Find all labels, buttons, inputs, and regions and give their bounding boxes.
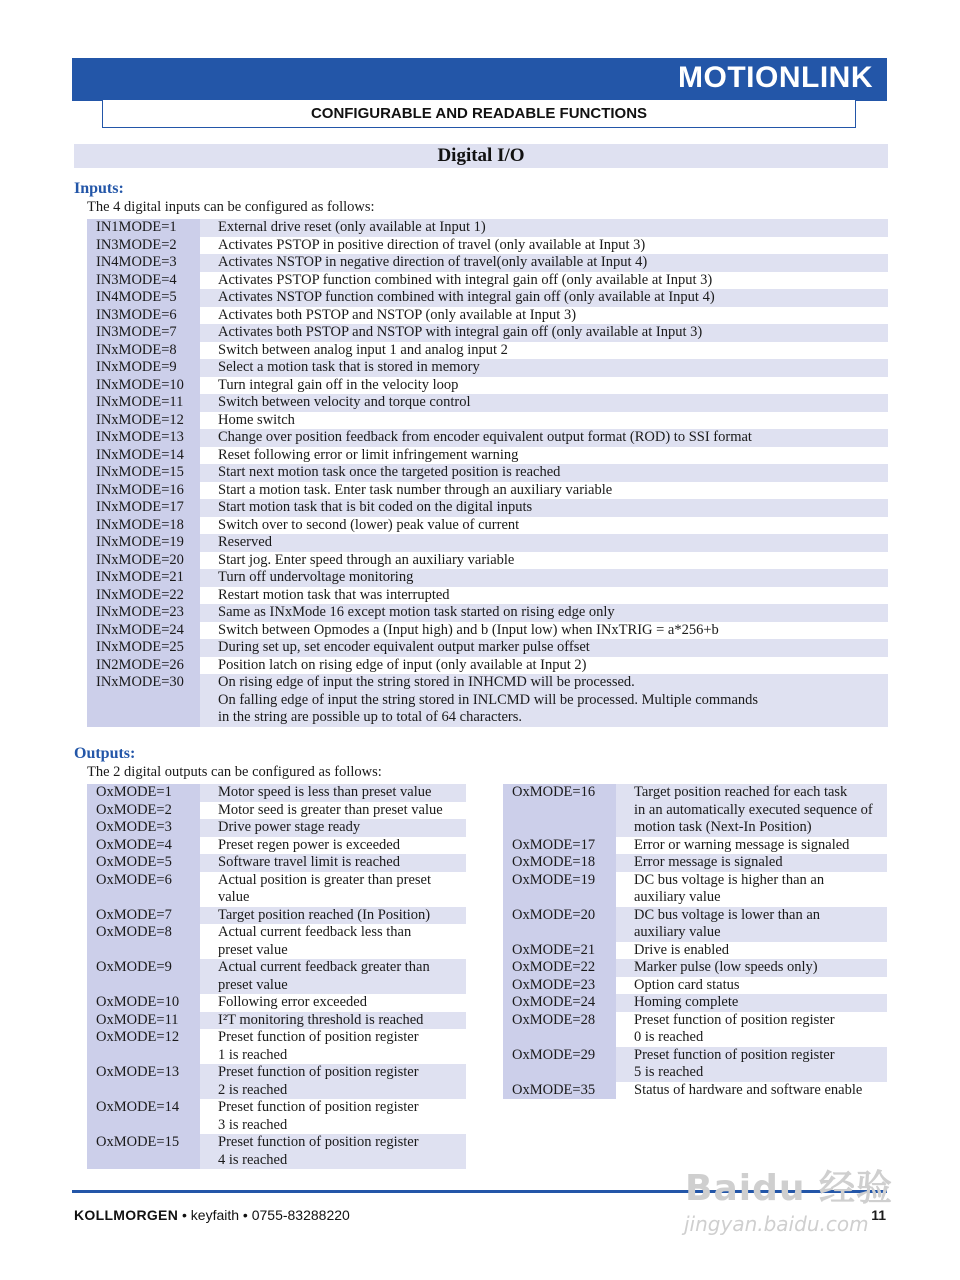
mode-code: OxMODE=3: [87, 819, 200, 837]
page-number: 11: [871, 1207, 886, 1223]
table-row: [87, 604, 888, 622]
table-row: [503, 784, 887, 837]
inputs-heading: Inputs:: [74, 180, 124, 197]
mode-code: OxMODE=35: [503, 1082, 616, 1100]
mode-code: OxMODE=5: [87, 854, 200, 872]
outputs-heading: Outputs:: [74, 745, 136, 762]
mode-code: INxMODE=8: [87, 342, 200, 360]
mode-description: Reset following error or limit infringement warning: [200, 447, 888, 465]
watermark-line1: Baidu 经验: [685, 1168, 894, 1209]
mode-description: Home switch: [200, 412, 888, 430]
mode-code: OxMODE=23: [503, 977, 616, 995]
mode-description: Activates PSTOP in positive direction of travel (only available at Input 3): [200, 237, 888, 255]
mode-description: Preset function of position register 1 is reached: [200, 1029, 466, 1064]
table-row: [87, 289, 888, 307]
table-row: [87, 1134, 466, 1169]
mode-code: OxMODE=7: [87, 907, 200, 925]
mode-description: Actual current feedback greater than preset value: [200, 959, 466, 994]
table-row: [87, 657, 888, 675]
mode-code: INxMODE=23: [87, 604, 200, 622]
outputs-intro: The 2 digital outputs can be configured as follows:: [87, 764, 382, 780]
mode-description: Actual position is greater than preset value: [200, 872, 466, 907]
table-row: [503, 907, 887, 942]
mode-description: Drive power stage ready: [200, 819, 466, 837]
section-title: Digital I/O: [74, 144, 888, 168]
table-row: [87, 639, 888, 657]
table-row: [87, 342, 888, 360]
table-row: [87, 219, 888, 237]
footer-brand: KOLLMORGEN: [74, 1207, 179, 1223]
mode-description: Preset function of position register 0 is reached: [616, 1012, 887, 1047]
mode-description: Activates NSTOP in negative direction of travel(only available at Input 4): [200, 254, 888, 272]
mode-code: OxMODE=6: [87, 872, 200, 907]
table-row: [87, 854, 466, 872]
mode-description: Preset function of position register 5 is reached: [616, 1047, 887, 1082]
table-row: [87, 237, 888, 255]
mode-description: Homing complete: [616, 994, 887, 1012]
mode-code: INxMODE=20: [87, 552, 200, 570]
outputs-table-right: [503, 784, 887, 1099]
table-row: [87, 429, 888, 447]
mode-code: OxMODE=20: [503, 907, 616, 942]
mode-description: Error or warning message is signaled: [616, 837, 887, 855]
mode-code: OxMODE=24: [503, 994, 616, 1012]
table-row: [503, 994, 887, 1012]
mode-description: Same as INxMode 16 except motion task started on rising edge only: [200, 604, 888, 622]
mode-code: INxMODE=17: [87, 499, 200, 517]
mode-description: On rising edge of input the string stored in INHCMD will be processed. On falling edge of input the string stored in INLCMD will be processed. Multiple commands in the string are possible up to total of 64 characters.: [200, 674, 888, 727]
table-row: [87, 994, 466, 1012]
header-banner: [72, 58, 887, 101]
mode-description: Switch over to second (lower) peak value of current: [200, 517, 888, 535]
mode-code: OxMODE=1: [87, 784, 200, 802]
mode-code: INxMODE=22: [87, 587, 200, 605]
mode-code: OxMODE=18: [503, 854, 616, 872]
table-row: [87, 674, 888, 727]
mode-description: Status of hardware and software enable: [616, 1082, 887, 1100]
mode-code: OxMODE=11: [87, 1012, 200, 1030]
table-row: [503, 1012, 887, 1047]
footer: [74, 1207, 350, 1223]
mode-code: OxMODE=17: [503, 837, 616, 855]
mode-code: OxMODE=12: [87, 1029, 200, 1064]
table-row: [503, 1047, 887, 1082]
table-row: [87, 324, 888, 342]
table-row: [87, 802, 466, 820]
table-row: [87, 272, 888, 290]
mode-code: IN3MODE=2: [87, 237, 200, 255]
table-row: [87, 534, 888, 552]
mode-description: Activates both PSTOP and NSTOP (only available at Input 3): [200, 307, 888, 325]
mode-code: IN2MODE=26: [87, 657, 200, 675]
mode-code: INxMODE=11: [87, 394, 200, 412]
mode-code: INxMODE=16: [87, 482, 200, 500]
mode-code: INxMODE=12: [87, 412, 200, 430]
mode-code: OxMODE=4: [87, 837, 200, 855]
table-row: [87, 872, 466, 907]
mode-description: Activates NSTOP function combined with integral gain off (only available at Input 4): [200, 289, 888, 307]
mode-description: Drive is enabled: [616, 942, 887, 960]
table-row: [87, 784, 466, 802]
mode-description: External drive reset (only available at Input 1): [200, 219, 888, 237]
table-row: [87, 569, 888, 587]
mode-description: Restart motion task that was interrupted: [200, 587, 888, 605]
table-row: [87, 907, 466, 925]
mode-description: Software travel limit is reached: [200, 854, 466, 872]
baidu-watermark: [680, 1160, 910, 1250]
mode-description: Preset function of position register 3 is reached: [200, 1099, 466, 1134]
mode-code: OxMODE=13: [87, 1064, 200, 1099]
mode-code: IN3MODE=6: [87, 307, 200, 325]
mode-description: Marker pulse (low speeds only): [616, 959, 887, 977]
mode-code: INxMODE=21: [87, 569, 200, 587]
table-row: [87, 837, 466, 855]
mode-description: Motor seed is greater than preset value: [200, 802, 466, 820]
table-row: [87, 499, 888, 517]
mode-code: OxMODE=8: [87, 924, 200, 959]
mode-description: Reserved: [200, 534, 888, 552]
mode-description: Activates both PSTOP and NSTOP with integral gain off (only available at Input 3): [200, 324, 888, 342]
mode-description: Activates PSTOP function combined with integral gain off (only available at Input 3): [200, 272, 888, 290]
mode-description: DC bus voltage is lower than an auxiliary value: [616, 907, 887, 942]
mode-code: OxMODE=9: [87, 959, 200, 994]
outputs-table-left: [87, 784, 466, 1169]
mode-code: IN1MODE=1: [87, 219, 200, 237]
banner-title: MOTIONLINK: [678, 61, 873, 94]
mode-code: OxMODE=10: [87, 994, 200, 1012]
mode-code: OxMODE=22: [503, 959, 616, 977]
mode-description: Change over position feedback from encoder equivalent output format (ROD) to SSI format: [200, 429, 888, 447]
mode-description: DC bus voltage is higher than an auxiliary value: [616, 872, 887, 907]
mode-code: OxMODE=15: [87, 1134, 200, 1169]
mode-code: INxMODE=9: [87, 359, 200, 377]
mode-description: Start next motion task once the targeted position is reached: [200, 464, 888, 482]
mode-description: Turn off undervoltage monitoring: [200, 569, 888, 587]
mode-code: IN3MODE=7: [87, 324, 200, 342]
table-row: [87, 1029, 466, 1064]
page-subtitle: CONFIGURABLE AND READABLE FUNCTIONS: [102, 100, 856, 128]
mode-description: Start jog. Enter speed through an auxiliary variable: [200, 552, 888, 570]
mode-code: OxMODE=28: [503, 1012, 616, 1047]
mode-code: OxMODE=2: [87, 802, 200, 820]
table-row: [503, 942, 887, 960]
mode-code: OxMODE=21: [503, 942, 616, 960]
mode-code: INxMODE=18: [87, 517, 200, 535]
table-row: [87, 552, 888, 570]
table-row: [87, 464, 888, 482]
table-row: [87, 959, 466, 994]
mode-description: Select a motion task that is stored in memory: [200, 359, 888, 377]
table-row: [87, 394, 888, 412]
mode-description: Switch between Opmodes a (Input high) and b (Input low) when INxTRIG = a*256+b: [200, 622, 888, 640]
mode-description: Following error exceeded: [200, 994, 466, 1012]
inputs-table: [87, 219, 888, 727]
mode-code: OxMODE=14: [87, 1099, 200, 1134]
mode-code: OxMODE=19: [503, 872, 616, 907]
mode-description: Target position reached for each task in an automatically executed sequence of motion task (Next-In Position): [616, 784, 887, 837]
mode-description: Switch between velocity and torque control: [200, 394, 888, 412]
mode-code: INxMODE=24: [87, 622, 200, 640]
table-row: [87, 924, 466, 959]
mode-code: INxMODE=10: [87, 377, 200, 395]
footer-contact: • keyfaith • 0755-83288220: [178, 1207, 350, 1223]
mode-description: Turn integral gain off in the velocity loop: [200, 377, 888, 395]
table-row: [87, 447, 888, 465]
mode-code: INxMODE=15: [87, 464, 200, 482]
table-row: [503, 854, 887, 872]
mode-code: INxMODE=19: [87, 534, 200, 552]
table-row: [87, 622, 888, 640]
mode-description: Preset regen power is exceeded: [200, 837, 466, 855]
table-row: [87, 254, 888, 272]
watermark-line2: jingyan.baidu.com: [684, 1212, 869, 1236]
table-row: [87, 482, 888, 500]
table-row: [503, 837, 887, 855]
table-row: [503, 1082, 887, 1100]
mode-description: Error message is signaled: [616, 854, 887, 872]
mode-description: Start motion task that is bit coded on the digital inputs: [200, 499, 888, 517]
table-row: [87, 517, 888, 535]
mode-code: IN4MODE=5: [87, 289, 200, 307]
inputs-intro: The 4 digital inputs can be configured as follows:: [87, 199, 375, 215]
table-row: [87, 1012, 466, 1030]
table-row: [87, 359, 888, 377]
table-row: [87, 587, 888, 605]
mode-description: During set up, set encoder equivalent output marker pulse offset: [200, 639, 888, 657]
mode-code: INxMODE=13: [87, 429, 200, 447]
mode-code: IN3MODE=4: [87, 272, 200, 290]
mode-description: Start a motion task. Enter task number through an auxiliary variable: [200, 482, 888, 500]
mode-code: OxMODE=29: [503, 1047, 616, 1082]
mode-code: IN4MODE=3: [87, 254, 200, 272]
mode-description: Preset function of position register 4 is reached: [200, 1134, 466, 1169]
mode-code: OxMODE=16: [503, 784, 616, 837]
mode-description: Motor speed is less than preset value: [200, 784, 466, 802]
mode-description: Actual current feedback less than preset value: [200, 924, 466, 959]
mode-description: Option card status: [616, 977, 887, 995]
mode-code: INxMODE=30: [87, 674, 200, 727]
table-row: [87, 819, 466, 837]
table-row: [87, 307, 888, 325]
table-row: [87, 412, 888, 430]
mode-description: Position latch on rising edge of input (only available at Input 2): [200, 657, 888, 675]
table-row: [87, 377, 888, 395]
table-row: [87, 1064, 466, 1099]
mode-code: INxMODE=25: [87, 639, 200, 657]
table-row: [87, 1099, 466, 1134]
table-row: [503, 872, 887, 907]
mode-description: I²T monitoring threshold is reached: [200, 1012, 466, 1030]
table-row: [503, 959, 887, 977]
mode-code: INxMODE=14: [87, 447, 200, 465]
mode-description: Switch between analog input 1 and analog input 2: [200, 342, 888, 360]
table-row: [503, 977, 887, 995]
mode-description: Target position reached (In Position): [200, 907, 466, 925]
mode-description: Preset function of position register 2 is reached: [200, 1064, 466, 1099]
